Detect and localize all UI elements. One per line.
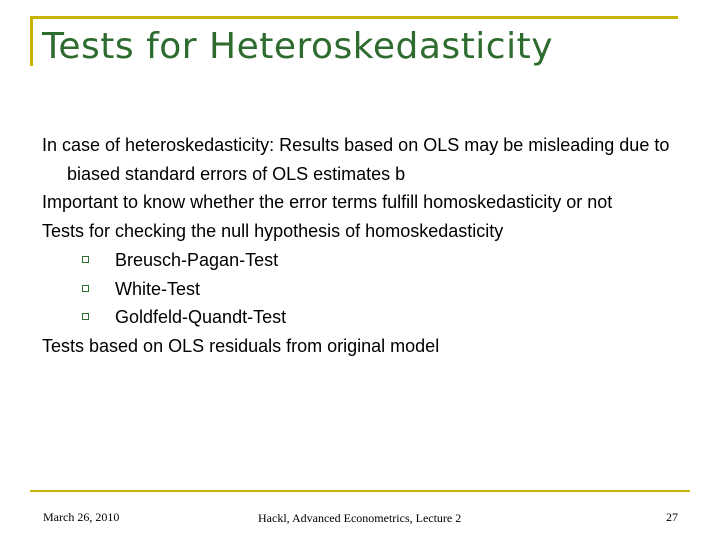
body-paragraph-1: In case of heteroskedasticity: Results based on OLS may be misleading due to biased standard errors of OLS estimates b <box>42 135 670 184</box>
body-paragraph-2: Important to know whether the error terms fulfill homoskedasticity or not <box>42 192 613 213</box>
body-paragraph-4: Tests based on OLS residuals from original model <box>42 335 440 356</box>
body-paragraph-3: Tests for checking the null hypothesis of homoskedasticity <box>42 221 504 242</box>
test-list-item <box>42 275 682 304</box>
test-name: Breusch-Pagan-Test <box>115 249 279 270</box>
page-number: 27 <box>666 510 678 524</box>
test-list-item <box>42 303 682 332</box>
slide-body <box>42 131 682 361</box>
left-frame-line <box>30 16 33 66</box>
test-list-item <box>42 246 682 275</box>
top-frame-line <box>30 16 678 19</box>
test-name: White-Test <box>115 278 201 299</box>
test-name: Goldfeld-Quandt-Test <box>115 307 287 328</box>
square-bullet-icon <box>82 256 89 263</box>
footer-divider <box>30 490 690 492</box>
footer-date: March 26, 2010 <box>43 510 120 524</box>
slide-title: Tests for Heteroskedasticity <box>42 26 554 67</box>
footer-course-info: Hackl, Advanced Econometrics, Lecture 2 <box>258 511 462 525</box>
square-bullet-icon <box>82 313 89 320</box>
square-bullet-icon <box>82 285 89 292</box>
